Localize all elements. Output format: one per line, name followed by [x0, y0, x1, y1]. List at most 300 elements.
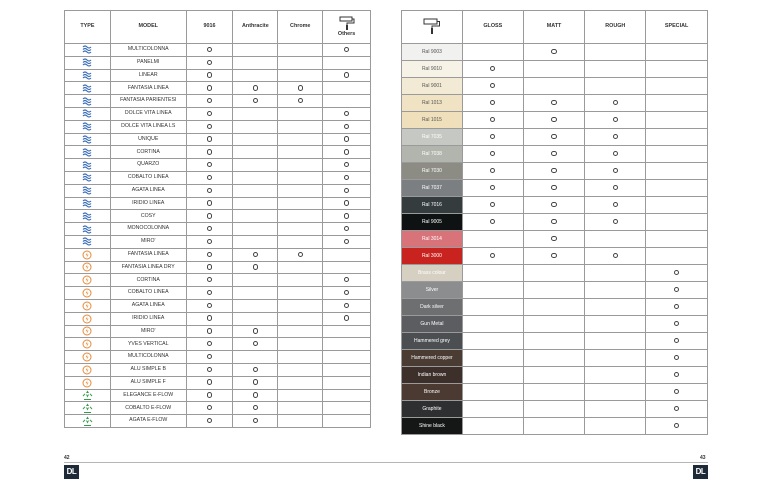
- finish-cell: [278, 120, 323, 133]
- finish-cell: [585, 418, 646, 435]
- finish-cell: [186, 299, 233, 312]
- availability-circle-icon: [344, 213, 349, 218]
- finish-cell: [585, 299, 646, 316]
- availability-circle-icon: [298, 98, 303, 103]
- model-name: COBALTO LINEA: [110, 171, 186, 184]
- finish-cell: [278, 351, 323, 364]
- availability-circle-icon: [207, 354, 212, 359]
- availability-circle-icon: [344, 226, 349, 231]
- electric-lightning-icon: [65, 363, 111, 376]
- availability-circle-icon: [613, 202, 618, 207]
- colour-row-ral-3000: [402, 248, 708, 265]
- finish-cell: [233, 235, 278, 248]
- availability-circle-icon: [490, 117, 495, 122]
- finish-cell: [523, 129, 585, 146]
- finish-cell: [462, 299, 523, 316]
- model-name: COSY: [110, 210, 186, 223]
- electric-lightning-icon: [65, 299, 111, 312]
- finish-cell: [278, 95, 323, 108]
- finish-cell: [278, 402, 323, 415]
- finish-cell: [278, 363, 323, 376]
- finish-cell: [323, 312, 371, 325]
- model-name: AGATA E-FLOW: [110, 415, 186, 428]
- header-others-label: Others: [337, 31, 356, 38]
- page-number-left: 42: [64, 455, 70, 461]
- model-name: MULTICOLONNA: [110, 44, 186, 57]
- finish-cell: [323, 299, 371, 312]
- model-name: DOLCE VITA LINEA: [110, 107, 186, 120]
- availability-circle-icon: [344, 239, 349, 244]
- model-name: LINEAR: [110, 69, 186, 82]
- finish-cell: [233, 146, 278, 159]
- availability-circle-icon: [207, 315, 212, 320]
- finish-cell: [186, 197, 233, 210]
- finish-cell: [278, 197, 323, 210]
- model-name: ELEGANCE E-FLOW: [110, 389, 186, 402]
- availability-circle-icon: [551, 117, 556, 122]
- availability-circle-icon: [253, 392, 258, 397]
- availability-circle-icon: [674, 270, 679, 275]
- finish-cell: [646, 163, 708, 180]
- finish-cell: [186, 69, 233, 82]
- availability-circle-icon: [344, 72, 349, 77]
- availability-circle-icon: [253, 328, 258, 333]
- finish-cell: [186, 248, 233, 261]
- finish-cell: [233, 248, 278, 261]
- availability-circle-icon: [207, 277, 212, 282]
- availability-circle-icon: [207, 290, 212, 295]
- finish-cell: [233, 287, 278, 300]
- finish-cell: [585, 44, 646, 61]
- availability-circle-icon: [490, 253, 495, 258]
- electric-lightning-icon: [65, 376, 111, 389]
- finish-cell: [233, 261, 278, 274]
- colour-row-ral-1015: [402, 112, 708, 129]
- model-name: ALU SIMPLE F: [110, 376, 186, 389]
- hydraulic-wave-icon: [65, 82, 111, 95]
- model-name: UNIQUE: [110, 133, 186, 146]
- availability-circle-icon: [207, 264, 212, 269]
- availability-circle-icon: [551, 185, 556, 190]
- models-table-header: [65, 11, 371, 44]
- model-row-linear: [65, 69, 371, 82]
- header-model: MODEL: [110, 11, 186, 44]
- colour-name: Ral 7016: [421, 201, 442, 208]
- availability-circle-icon: [613, 117, 618, 122]
- finish-cell: [523, 61, 585, 78]
- model-row-fantasia-linea: [65, 248, 371, 261]
- colour-row-dark-silver: [402, 299, 708, 316]
- colour-name: Hammered copper: [411, 354, 453, 361]
- finish-cell: [186, 261, 233, 274]
- availability-circle-icon: [613, 100, 618, 105]
- finish-cell: [186, 210, 233, 223]
- finish-cell: [462, 231, 523, 248]
- availability-circle-icon: [613, 253, 618, 258]
- finish-cell: [323, 120, 371, 133]
- availability-circle-icon: [613, 219, 618, 224]
- finish-cell: [646, 316, 708, 333]
- finish-cell: [523, 44, 585, 61]
- finish-cell: [186, 351, 233, 364]
- electric-lightning-icon: [65, 325, 111, 338]
- finish-cell: [646, 129, 708, 146]
- colour-row-ral-7030: [402, 163, 708, 180]
- finish-cell: [233, 389, 278, 402]
- availability-circle-icon: [207, 162, 212, 167]
- finish-cell: [278, 274, 323, 287]
- finish-cell: [646, 265, 708, 282]
- finish-cell: [186, 415, 233, 428]
- colour-row-brass-colour: [402, 265, 708, 282]
- colour-swatch: [402, 44, 463, 61]
- finish-cell: [646, 95, 708, 112]
- hydraulic-wave-icon: [65, 107, 111, 120]
- colour-swatch: [402, 180, 463, 197]
- finish-cell: [585, 95, 646, 112]
- model-row-fantasia-parientesi: [65, 95, 371, 108]
- availability-circle-icon: [344, 47, 349, 52]
- finish-cell: [646, 401, 708, 418]
- finish-cell: [523, 316, 585, 333]
- model-row-elegance-e-flow: [65, 389, 371, 402]
- availability-circle-icon: [490, 202, 495, 207]
- finish-cell: [646, 146, 708, 163]
- colour-name: Ral 7035: [421, 133, 442, 140]
- model-row-cobalto-linea: [65, 287, 371, 300]
- finish-cell: [233, 415, 278, 428]
- colour-row-ral-9001: [402, 78, 708, 95]
- model-name: FANTASIA PARIENTESI: [110, 95, 186, 108]
- colour-row-graphite: [402, 401, 708, 418]
- finish-cell: [278, 338, 323, 351]
- header-gloss: GLOSS: [462, 11, 523, 44]
- availability-circle-icon: [674, 372, 679, 377]
- finish-cell: [278, 376, 323, 389]
- finish-cell: [523, 282, 585, 299]
- finish-cell: [278, 44, 323, 57]
- finish-cell: [523, 384, 585, 401]
- colour-name: Ral 7037: [421, 184, 442, 191]
- finish-cell: [585, 129, 646, 146]
- finish-cell: [462, 78, 523, 95]
- finish-cell: [278, 248, 323, 261]
- finish-cell: [186, 56, 233, 69]
- e-flow-icon: [65, 402, 111, 415]
- finish-cell: [462, 197, 523, 214]
- availability-circle-icon: [344, 200, 349, 205]
- colour-row-ral-9003: [402, 44, 708, 61]
- finish-cell: [585, 112, 646, 129]
- finish-cell: [523, 197, 585, 214]
- finish-cell: [323, 338, 371, 351]
- finish-cell: [323, 287, 371, 300]
- colour-swatch: [402, 214, 463, 231]
- finish-cell: [523, 299, 585, 316]
- colour-swatch: [402, 78, 463, 95]
- paint-roller-icon: [423, 18, 441, 35]
- finish-cell: [323, 171, 371, 184]
- availability-circle-icon: [490, 83, 495, 88]
- finish-cell: [646, 282, 708, 299]
- model-name: ALU SIMPLE B: [110, 363, 186, 376]
- model-name: CORTINA: [110, 274, 186, 287]
- availability-circle-icon: [344, 175, 349, 180]
- availability-circle-icon: [490, 168, 495, 173]
- colour-name: Shine black: [419, 422, 445, 429]
- availability-circle-icon: [253, 379, 258, 384]
- finish-cell: [646, 231, 708, 248]
- finish-cell: [186, 171, 233, 184]
- finish-cell: [323, 44, 371, 57]
- model-row-agata-linea: [65, 299, 371, 312]
- hydraulic-wave-icon: [65, 56, 111, 69]
- finish-cell: [585, 214, 646, 231]
- finish-cell: [585, 367, 646, 384]
- colour-row-ral-7038: [402, 146, 708, 163]
- finish-cell: [278, 107, 323, 120]
- colours-table-header: [402, 11, 708, 44]
- colour-name: Dark silver: [420, 303, 444, 310]
- models-finish-table: [64, 10, 371, 428]
- finish-cell: [233, 107, 278, 120]
- colours-finish-table: [401, 10, 708, 435]
- finish-cell: [462, 44, 523, 61]
- colour-swatch: [402, 367, 463, 384]
- availability-circle-icon: [253, 418, 258, 423]
- availability-circle-icon: [344, 290, 349, 295]
- colour-row-hammered-copper: [402, 350, 708, 367]
- availability-circle-icon: [613, 151, 618, 156]
- finish-cell: [646, 197, 708, 214]
- colour-name: Ral 3000: [421, 252, 442, 259]
- hydraulic-wave-icon: [65, 235, 111, 248]
- finish-cell: [585, 316, 646, 333]
- finish-cell: [585, 333, 646, 350]
- finish-cell: [278, 299, 323, 312]
- availability-circle-icon: [298, 252, 303, 257]
- finish-cell: [233, 274, 278, 287]
- colour-row-indian-brown: [402, 367, 708, 384]
- availability-circle-icon: [207, 85, 212, 90]
- availability-circle-icon: [674, 389, 679, 394]
- model-name: AGATA LINEA: [110, 299, 186, 312]
- availability-circle-icon: [207, 367, 212, 372]
- header-matt: MATT: [523, 11, 585, 44]
- availability-circle-icon: [344, 124, 349, 129]
- colour-row-ral-1013: [402, 95, 708, 112]
- colour-name: Brass colour: [418, 269, 446, 276]
- colour-name: Ral 3014: [421, 235, 442, 242]
- model-name: FANTASIA LINEA DRY: [110, 261, 186, 274]
- finish-cell: [278, 287, 323, 300]
- availability-circle-icon: [253, 85, 258, 90]
- availability-circle-icon: [551, 151, 556, 156]
- colour-swatch: [402, 333, 463, 350]
- hydraulic-wave-icon: [65, 159, 111, 172]
- finish-cell: [585, 265, 646, 282]
- finish-cell: [646, 367, 708, 384]
- finish-cell: [186, 120, 233, 133]
- model-name: MONOCOLONNA: [110, 223, 186, 236]
- finish-cell: [585, 146, 646, 163]
- colour-name: Ral 7030: [421, 167, 442, 174]
- finish-cell: [523, 401, 585, 418]
- availability-circle-icon: [344, 111, 349, 116]
- colour-row-ral-7035: [402, 129, 708, 146]
- colour-swatch: [402, 316, 463, 333]
- availability-circle-icon: [207, 405, 212, 410]
- finish-cell: [233, 338, 278, 351]
- availability-circle-icon: [207, 72, 212, 77]
- finish-cell: [523, 350, 585, 367]
- availability-circle-icon: [674, 321, 679, 326]
- colour-name: Gun Metal: [420, 320, 444, 327]
- finish-cell: [585, 180, 646, 197]
- colour-name: Hammered grey: [414, 337, 450, 344]
- colour-row-ral-7016: [402, 197, 708, 214]
- availability-circle-icon: [207, 418, 212, 423]
- availability-circle-icon: [207, 328, 212, 333]
- finish-cell: [585, 163, 646, 180]
- finish-cell: [278, 325, 323, 338]
- finish-cell: [233, 133, 278, 146]
- finish-cell: [523, 95, 585, 112]
- finish-cell: [585, 282, 646, 299]
- availability-circle-icon: [207, 226, 212, 231]
- finish-cell: [323, 69, 371, 82]
- finish-cell: [462, 418, 523, 435]
- availability-circle-icon: [298, 85, 303, 90]
- finish-cell: [186, 325, 233, 338]
- finish-cell: [646, 418, 708, 435]
- availability-circle-icon: [207, 392, 212, 397]
- model-row-fantasia-linea: [65, 82, 371, 95]
- finish-cell: [186, 235, 233, 248]
- finish-cell: [323, 184, 371, 197]
- model-name: MIRO': [110, 325, 186, 338]
- availability-circle-icon: [207, 252, 212, 257]
- finish-cell: [323, 248, 371, 261]
- finish-cell: [186, 44, 233, 57]
- finish-cell: [233, 312, 278, 325]
- availability-circle-icon: [344, 162, 349, 167]
- model-row-multicolonna: [65, 44, 371, 57]
- finish-cell: [462, 282, 523, 299]
- availability-circle-icon: [551, 49, 556, 54]
- availability-circle-icon: [344, 136, 349, 141]
- finish-cell: [523, 248, 585, 265]
- availability-circle-icon: [490, 219, 495, 224]
- e-flow-icon: [65, 415, 111, 428]
- colour-row-ral-9010: [402, 61, 708, 78]
- model-row-unique: [65, 133, 371, 146]
- finish-cell: [323, 351, 371, 364]
- model-row-cobalto-e-flow: [65, 402, 371, 415]
- finish-cell: [585, 78, 646, 95]
- availability-circle-icon: [613, 185, 618, 190]
- header-chrome: Chrome: [278, 11, 323, 44]
- hydraulic-wave-icon: [65, 44, 111, 57]
- availability-circle-icon: [674, 338, 679, 343]
- availability-circle-icon: [344, 188, 349, 193]
- colour-swatch: [402, 401, 463, 418]
- finish-cell: [233, 363, 278, 376]
- colour-swatch: [402, 163, 463, 180]
- colour-row-shine-black: [402, 418, 708, 435]
- finish-cell: [186, 389, 233, 402]
- availability-circle-icon: [207, 111, 212, 116]
- brand-logo-left: DL: [64, 465, 79, 479]
- finish-cell: [278, 56, 323, 69]
- colour-swatch: [402, 265, 463, 282]
- finish-cell: [585, 350, 646, 367]
- finish-cell: [323, 107, 371, 120]
- brand-logo-right: DL: [693, 465, 708, 479]
- finish-cell: [186, 338, 233, 351]
- header-swatch: [402, 11, 463, 44]
- finish-cell: [523, 214, 585, 231]
- availability-circle-icon: [551, 134, 556, 139]
- finish-cell: [323, 95, 371, 108]
- availability-circle-icon: [674, 423, 679, 428]
- finish-cell: [233, 44, 278, 57]
- model-row-monocolonna: [65, 223, 371, 236]
- colour-swatch: [402, 350, 463, 367]
- finish-cell: [323, 159, 371, 172]
- model-name: DOLCE VITA LINEA LS: [110, 120, 186, 133]
- availability-circle-icon: [613, 168, 618, 173]
- finish-cell: [278, 82, 323, 95]
- finish-cell: [462, 265, 523, 282]
- colour-name: Ral 9001: [421, 82, 442, 89]
- colour-swatch: [402, 248, 463, 265]
- model-row-cobalto-linea: [65, 171, 371, 184]
- availability-circle-icon: [207, 136, 212, 141]
- availability-circle-icon: [253, 252, 258, 257]
- hydraulic-wave-icon: [65, 146, 111, 159]
- availability-circle-icon: [551, 236, 556, 241]
- finish-cell: [233, 69, 278, 82]
- finish-cell: [186, 133, 233, 146]
- hydraulic-wave-icon: [65, 69, 111, 82]
- availability-circle-icon: [207, 200, 212, 205]
- finish-cell: [186, 146, 233, 159]
- availability-circle-icon: [253, 367, 258, 372]
- model-row-yves-vertical: [65, 338, 371, 351]
- availability-circle-icon: [207, 239, 212, 244]
- colour-swatch: [402, 231, 463, 248]
- finish-cell: [233, 376, 278, 389]
- availability-circle-icon: [207, 379, 212, 384]
- hydraulic-wave-icon: [65, 133, 111, 146]
- finish-cell: [523, 265, 585, 282]
- finish-cell: [523, 367, 585, 384]
- finish-cell: [462, 214, 523, 231]
- finish-cell: [523, 231, 585, 248]
- finish-cell: [585, 197, 646, 214]
- finish-cell: [585, 384, 646, 401]
- finish-cell: [233, 351, 278, 364]
- colour-swatch: [402, 112, 463, 129]
- finish-cell: [323, 376, 371, 389]
- finish-cell: [186, 376, 233, 389]
- electric-lightning-icon: [65, 312, 111, 325]
- finish-cell: [523, 333, 585, 350]
- finish-cell: [323, 210, 371, 223]
- finish-cell: [233, 95, 278, 108]
- availability-circle-icon: [207, 98, 212, 103]
